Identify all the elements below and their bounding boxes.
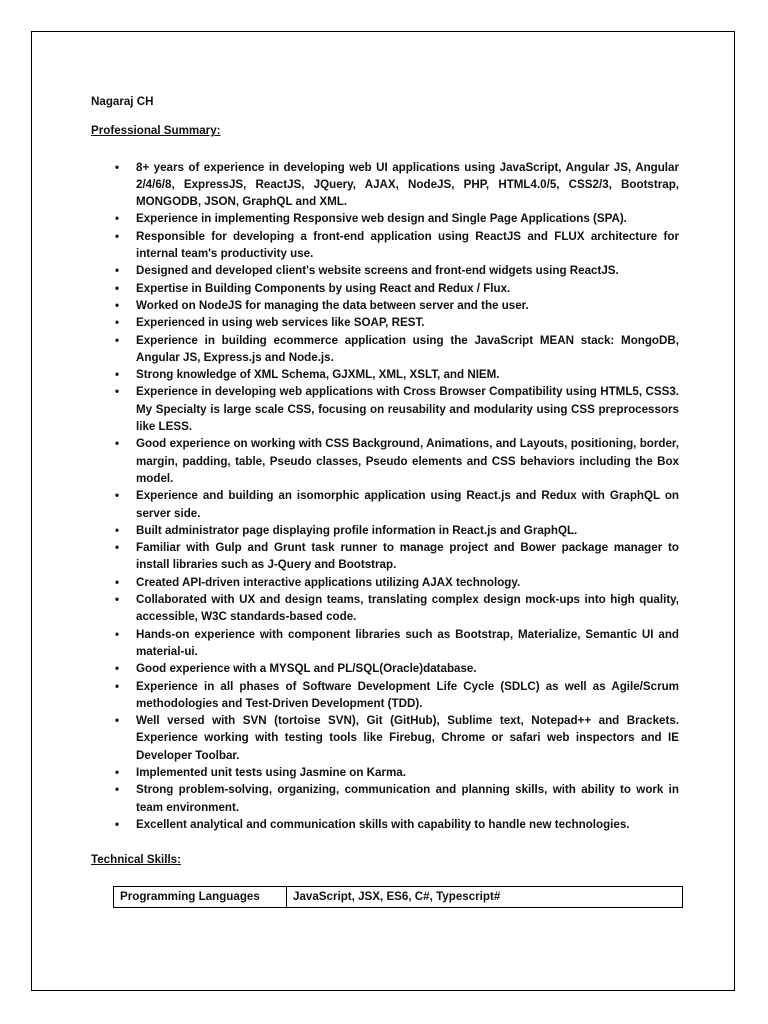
summary-item: • 8+ years of experience in developing web UI applications using JavaScript, Angular JS, Angular 2/4/6/8, ExpressJS, ReactJS, JQuery, AJAX, NodeJS, PHP, HTML4.0/5, CSS2/3, Bootstrap, MONGODB, JSON, GraphQL and XML. — [115, 160, 679, 209]
bullet-icon: • — [115, 765, 120, 779]
bullet-icon: • — [115, 368, 120, 382]
bullet-icon: • — [115, 281, 120, 295]
summary-item: • Well versed with SVN (tortoise SVN), Git (GitHub), Sublime text, Notepad++ and Brackets. Experience working with testing tools like Firebug, Chrome or safari web inspectors and IE Developer Toolbar. — [115, 714, 679, 762]
bullet-icon: • — [115, 160, 120, 174]
resume-content — [91, 93, 679, 908]
bullet-icon: • — [115, 298, 120, 312]
summary-item: • Experience in implementing Responsive web design and Single Page Applications (SPA). — [136, 210, 679, 227]
bullet-icon: • — [115, 627, 120, 641]
summary-item: • Experience in all phases of Software Development Life Cycle (SDLC) as well as Agile/Scrum methodologies and Test-Driven Development (TDD). — [115, 679, 679, 710]
summary-item: • Good experience with a MYSQL and PL/SQL(Oracle)database. — [136, 660, 679, 677]
summary-item: • Experience in developing web applications with Cross Browser Compatibility using HTML5, CSS3. My Specialty is large scale CSS, focusing on reusability and modularity using CSS preprocessors like LESS. — [115, 385, 679, 434]
summary-item: • Implemented unit tests using Jasmine on Karma. — [136, 764, 679, 781]
summary-item: • Built administrator page displaying profile information in React.js and GraphQL. — [136, 522, 679, 539]
bullet-icon: • — [115, 523, 120, 537]
bullet-icon: • — [115, 437, 120, 451]
bullet-icon: • — [115, 783, 120, 797]
skill-category: Programming Languages — [114, 887, 287, 907]
summary-item: • Experienced in using web services like SOAP, REST. — [136, 314, 679, 331]
summary-item: • Worked on NodeJS for managing the data between server and the user. — [136, 297, 679, 314]
skills-heading: Technical Skills: — [91, 853, 181, 867]
skill-values: JavaScript, JSX, ES6, C#, Typescript# — [287, 887, 683, 907]
bullet-icon: • — [115, 489, 120, 503]
bullet-icon: • — [115, 212, 120, 226]
summary-heading: Professional Summary: — [91, 124, 221, 138]
bullet-icon: • — [115, 316, 120, 330]
candidate-name: Nagaraj CH — [91, 95, 154, 108]
summary-item: • Experience in building ecommerce application using the JavaScript MEAN stack: MongoDB, Angular JS, Express.js and Node.js. — [115, 333, 679, 364]
bullet-icon: • — [115, 662, 120, 676]
bullet-icon: • — [115, 714, 120, 728]
bullet-icon: • — [115, 264, 120, 278]
bullet-icon: • — [115, 593, 120, 607]
bullet-icon: • — [115, 679, 120, 693]
summary-item: • Good experience on working with CSS Background, Animations, and Layouts, positioning, border, margin, padding, table, Pseudo classes, Pseudo elements and CSS behaviors including the Box model. — [115, 437, 679, 485]
summary-item: • Designed and developed client's website screens and front-end widgets using ReactJS. — [136, 262, 679, 279]
summary-item: • Strong knowledge of XML Schema, GJXML, XML, XSLT, and NIEM. — [136, 366, 679, 383]
bullet-icon: • — [115, 541, 120, 555]
bullet-icon: • — [115, 333, 120, 347]
bullet-icon: • — [115, 229, 120, 243]
summary-item: • Collaborated with UX and design teams, translating complex design mock-ups into high quality, accessible, W3C standards-based code. — [115, 593, 679, 624]
summary-item: • Created API-driven interactive applications utilizing AJAX technology. — [136, 574, 679, 591]
summary-item: • Familiar with Gulp and Grunt task runner to manage project and Bower package manager to install libraries such as J-Query and Bootstrap. — [115, 541, 679, 572]
summary-item: • Experience and building an isomorphic application using React.js and Redux with GraphQL on server side. — [115, 489, 679, 520]
summary-item: • Expertise in Building Components by using React and Redux / Flux. — [136, 280, 679, 297]
summary-item: • Responsible for developing a front-end application using ReactJS and FLUX architecture for internal team's productivity use. — [115, 229, 679, 261]
bullet-icon: • — [115, 817, 120, 831]
skills-table — [113, 886, 683, 907]
summary-item: • Hands-on experience with component libraries such as Bootstrap, Materialize, Semantic UI and material-ui. — [115, 627, 679, 658]
summary-list — [91, 159, 679, 834]
summary-item: • Strong problem-solving, organizing, communication and planning skills, with ability to work in team environment. — [115, 783, 679, 814]
bullet-icon: • — [115, 385, 120, 399]
summary-item: • Excellent analytical and communication skills with capability to handle new technologies. — [136, 816, 679, 833]
bullet-icon: • — [115, 575, 120, 589]
table-row — [114, 887, 683, 907]
